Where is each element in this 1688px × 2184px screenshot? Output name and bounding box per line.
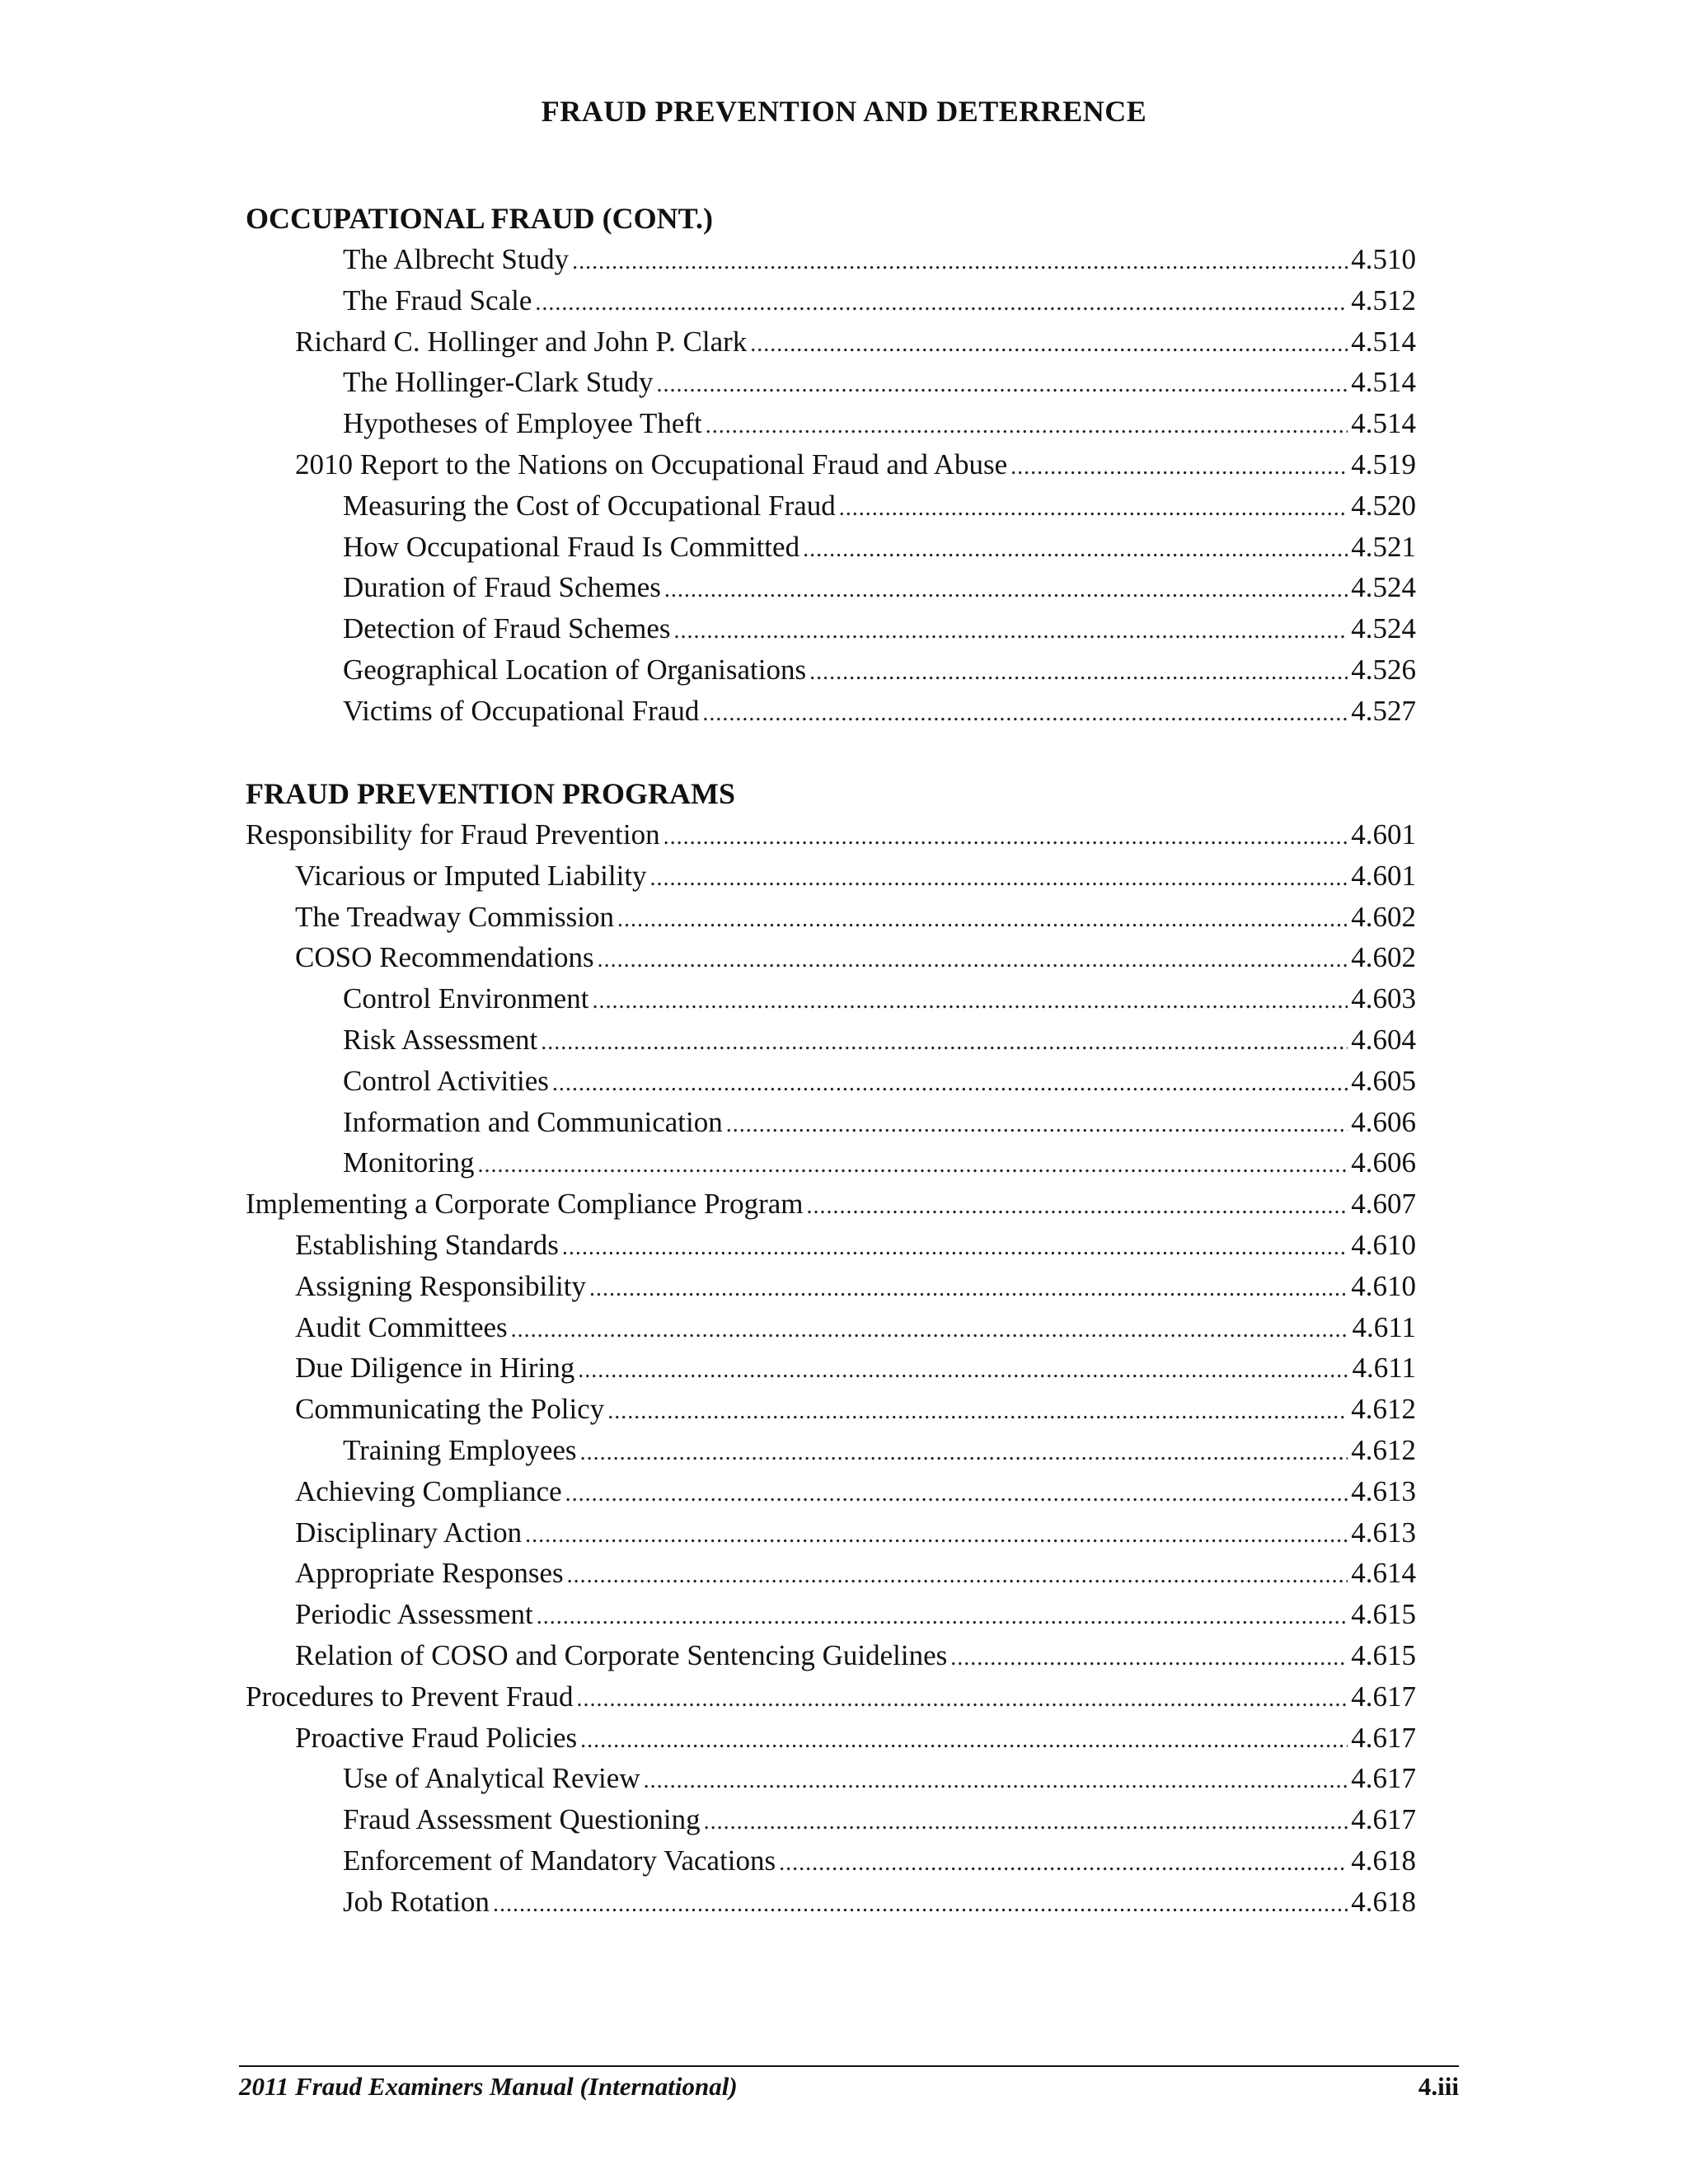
dot-leader	[1010, 444, 1348, 488]
toc-entry[interactable]	[343, 1758, 1416, 1799]
toc-entry-page-number: 4.611	[1352, 1311, 1416, 1343]
dot-leader	[493, 1882, 1348, 1925]
dot-leader	[477, 1142, 1348, 1186]
dot-leader	[650, 855, 1348, 899]
toc-entry-label: Periodic Assessment	[295, 1598, 533, 1630]
toc-entry[interactable]	[246, 1183, 1416, 1225]
dot-leader	[537, 1594, 1348, 1638]
dot-leader	[704, 1799, 1348, 1843]
toc-entry-page-number: 4.512	[1351, 284, 1416, 316]
toc-entry-page-number: 4.524	[1351, 571, 1416, 603]
toc-entry[interactable]	[295, 1553, 1416, 1594]
toc-entry-label: Communicating the Policy	[295, 1393, 605, 1425]
toc-entry-page-number: 4.527	[1351, 695, 1416, 727]
toc-entry-page-number: 4.526	[1351, 654, 1416, 686]
toc-entry-page-number: 4.610	[1351, 1270, 1416, 1302]
toc-entry-label: The Albrecht Study	[343, 243, 570, 275]
toc-entry[interactable]	[343, 485, 1416, 527]
toc-entry[interactable]	[295, 1389, 1416, 1430]
toc-entry-label: Victims of Occupational Fraud	[343, 695, 700, 727]
toc-entry-label: Information and Communication	[343, 1106, 723, 1138]
toc-entry-label: Relation of COSO and Corporate Sentencing Guidelines	[295, 1639, 948, 1671]
toc-entry[interactable]	[295, 1635, 1416, 1676]
toc-entry-page-number: 4.602	[1351, 941, 1416, 973]
toc-entry[interactable]	[295, 1718, 1416, 1759]
toc-entry-page-number: 4.612	[1351, 1393, 1416, 1425]
toc-entry-page-number: 4.521	[1351, 531, 1416, 563]
toc-entry[interactable]	[343, 978, 1416, 1019]
toc-entry[interactable]	[343, 1882, 1416, 1923]
toc-entry-label: The Fraud Scale	[343, 284, 532, 316]
toc-entry-page-number: 4.510	[1351, 243, 1416, 275]
dot-leader	[750, 321, 1348, 365]
toc-entry-label: Duration of Fraud Schemes	[343, 571, 661, 603]
toc-entry[interactable]	[295, 1594, 1416, 1635]
toc-entry-label: COSO Recommendations	[295, 941, 594, 973]
dot-leader	[565, 1471, 1348, 1515]
toc-entry-page-number: 4.618	[1351, 1886, 1416, 1918]
dot-leader	[806, 1183, 1348, 1227]
toc-entry-page-number: 4.520	[1351, 490, 1416, 522]
toc-entry-label: Due Diligence in Hiring	[295, 1352, 575, 1384]
dot-leader	[779, 1840, 1348, 1884]
toc-entry-page-number: 4.614	[1351, 1557, 1416, 1589]
toc-entry-label: Detection of Fraud Schemes	[343, 612, 671, 644]
toc-entry-label: Procedures to Prevent Fraud	[246, 1680, 574, 1713]
toc-entry-page-number: 4.611	[1352, 1352, 1416, 1384]
toc-entry[interactable]	[343, 280, 1416, 321]
toc-entry-page-number: 4.524	[1351, 612, 1416, 644]
section-heading-occupational-fraud: OCCUPATIONAL FRAUD (CONT.)	[246, 202, 713, 235]
footer-rule	[239, 2065, 1459, 2067]
toc-entry-page-number: 4.617	[1351, 1680, 1416, 1713]
dot-leader	[702, 691, 1348, 734]
toc-entry-page-number: 4.617	[1351, 1762, 1416, 1794]
dot-leader	[589, 1266, 1348, 1310]
toc-entry-page-number: 4.514	[1351, 407, 1416, 439]
dot-leader	[839, 485, 1348, 529]
toc-entry-label: Control Activities	[343, 1065, 549, 1097]
toc-entry[interactable]	[343, 567, 1416, 608]
toc-entry-label: The Treadway Commission	[295, 901, 614, 933]
dot-leader	[580, 1718, 1348, 1761]
toc-entry-label: Use of Analytical Review	[343, 1762, 640, 1794]
toc-entry-page-number: 4.519	[1351, 448, 1416, 480]
toc-entry[interactable]	[295, 1347, 1416, 1389]
toc-entry[interactable]	[295, 1225, 1416, 1266]
dot-leader	[562, 1225, 1348, 1268]
toc-entry-label: Geographical Location of Organisations	[343, 654, 807, 686]
toc-entry-page-number: 4.615	[1351, 1639, 1416, 1671]
dot-leader	[541, 1019, 1348, 1063]
footer-page-number: 4.iii	[1418, 2072, 1459, 2101]
dot-leader	[567, 1553, 1348, 1596]
toc-entry-label: Training Employees	[343, 1434, 577, 1466]
toc-entry[interactable]	[295, 1266, 1416, 1307]
toc-entry-page-number: 4.514	[1351, 366, 1416, 398]
toc-entry-page-number: 4.617	[1351, 1722, 1416, 1754]
toc-entry-page-number: 4.613	[1351, 1475, 1416, 1507]
toc-entry[interactable]	[343, 691, 1416, 732]
toc-entry-label: How Occupational Fraud Is Committed	[343, 531, 800, 563]
toc-entry-label: Proactive Fraud Policies	[295, 1722, 578, 1754]
toc-entry[interactable]	[343, 1142, 1416, 1183]
footer-manual-title: 2011 Fraud Examiners Manual (International)	[239, 2072, 738, 2101]
toc-entry[interactable]	[295, 1512, 1416, 1554]
toc-entry-label: Responsibility for Fraud Prevention	[246, 818, 660, 851]
toc-entry-label: Monitoring	[343, 1146, 475, 1179]
dot-leader	[525, 1512, 1348, 1556]
dot-leader	[656, 362, 1348, 405]
toc-entry[interactable]	[343, 403, 1416, 444]
dot-leader	[577, 1676, 1348, 1720]
toc-entry[interactable]	[295, 1471, 1416, 1512]
dot-leader	[644, 1758, 1348, 1802]
toc-entry-label: Disciplinary Action	[295, 1516, 523, 1549]
dot-leader	[511, 1307, 1349, 1351]
dot-leader	[572, 239, 1348, 283]
toc-entry[interactable]	[295, 897, 1416, 938]
toc-entry-page-number: 4.601	[1351, 860, 1416, 892]
dot-leader	[592, 978, 1348, 1022]
toc-entry[interactable]	[246, 814, 1416, 855]
toc-entry-page-number: 4.514	[1351, 326, 1416, 358]
toc-entry[interactable]	[295, 937, 1416, 978]
toc-entry-label: Job Rotation	[343, 1886, 490, 1918]
toc-entry[interactable]	[295, 1307, 1416, 1348]
toc-entry[interactable]	[343, 239, 1416, 280]
toc-entry-label: Fraud Assessment Questioning	[343, 1803, 701, 1835]
toc-entry-label: Appropriate Responses	[295, 1557, 564, 1589]
section-heading-fraud-prevention-programs: FRAUD PREVENTION PROGRAMS	[246, 777, 735, 810]
toc-entry-page-number: 4.612	[1351, 1434, 1416, 1466]
toc-entry[interactable]	[343, 1799, 1416, 1840]
dot-leader	[617, 897, 1348, 940]
toc-entry-label: Assigning Responsibility	[295, 1270, 586, 1302]
dot-leader	[580, 1430, 1348, 1474]
toc-entry-page-number: 4.617	[1351, 1803, 1416, 1835]
toc-entry-page-number: 4.618	[1351, 1844, 1416, 1877]
toc-entry-page-number: 4.606	[1351, 1106, 1416, 1138]
toc-entry-label: Audit Committees	[295, 1311, 508, 1343]
toc-entry[interactable]	[343, 608, 1416, 649]
dot-leader	[578, 1347, 1348, 1391]
dot-leader	[552, 1061, 1348, 1104]
dot-leader	[664, 567, 1348, 611]
dot-leader	[726, 1102, 1348, 1146]
dot-leader	[663, 814, 1348, 858]
toc-entry[interactable]	[343, 527, 1416, 568]
dot-leader	[809, 649, 1348, 693]
toc-entry-label: Measuring the Cost of Occupational Fraud	[343, 490, 836, 522]
toc-entry[interactable]	[295, 321, 1416, 363]
toc-entry-label: Risk Assessment	[343, 1024, 538, 1056]
dot-leader	[706, 403, 1348, 447]
toc-entry-page-number: 4.605	[1351, 1065, 1416, 1097]
toc-entry[interactable]	[343, 1019, 1416, 1061]
toc-entry[interactable]	[343, 1102, 1416, 1143]
toc-entry-label: Hypotheses of Employee Theft	[343, 407, 702, 439]
dot-leader	[598, 937, 1348, 981]
toc-entry[interactable]	[343, 1430, 1416, 1471]
dot-leader	[607, 1389, 1348, 1432]
toc-entry[interactable]	[246, 1676, 1416, 1718]
toc-entry-page-number: 4.606	[1351, 1146, 1416, 1179]
toc-entry-page-number: 4.604	[1351, 1024, 1416, 1056]
toc-entry-page-number: 4.603	[1351, 982, 1416, 1015]
toc-entry-label: Establishing Standards	[295, 1229, 559, 1261]
toc-entry-label: Control Environment	[343, 982, 589, 1015]
toc-entry-label: Richard C. Hollinger and John P. Clark	[295, 326, 748, 358]
toc-entry-label: Achieving Compliance	[295, 1475, 562, 1507]
toc-entry[interactable]	[295, 855, 1416, 897]
toc-entry-label: 2010 Report to the Nations on Occupational Fraud and Abuse	[295, 448, 1008, 480]
toc-entry[interactable]	[343, 362, 1416, 403]
toc-entry-page-number: 4.602	[1351, 901, 1416, 933]
toc-entry[interactable]	[343, 649, 1416, 691]
toc-entry[interactable]	[343, 1840, 1416, 1882]
dot-leader	[950, 1635, 1348, 1679]
toc-entry-label: Enforcement of Mandatory Vacations	[343, 1844, 776, 1877]
dot-leader	[674, 608, 1348, 652]
toc-entry-label: Vicarious or Imputed Liability	[295, 860, 647, 892]
dot-leader	[803, 527, 1348, 570]
toc-entry-page-number: 4.615	[1351, 1598, 1416, 1630]
toc-entry-page-number: 4.610	[1351, 1229, 1416, 1261]
toc-entry[interactable]	[343, 1061, 1416, 1102]
toc-entry-label: Implementing a Corporate Compliance Program	[246, 1188, 804, 1220]
toc-entry-page-number: 4.607	[1351, 1188, 1416, 1220]
dot-leader	[535, 280, 1348, 324]
toc-entry-page-number: 4.601	[1351, 818, 1416, 851]
toc-entry-page-number: 4.613	[1351, 1516, 1416, 1549]
toc-entry[interactable]	[295, 444, 1416, 485]
toc-entry-label: The Hollinger-Clark Study	[343, 366, 654, 398]
document-title: FRAUD PREVENTION AND DETERRENCE	[541, 95, 1147, 128]
